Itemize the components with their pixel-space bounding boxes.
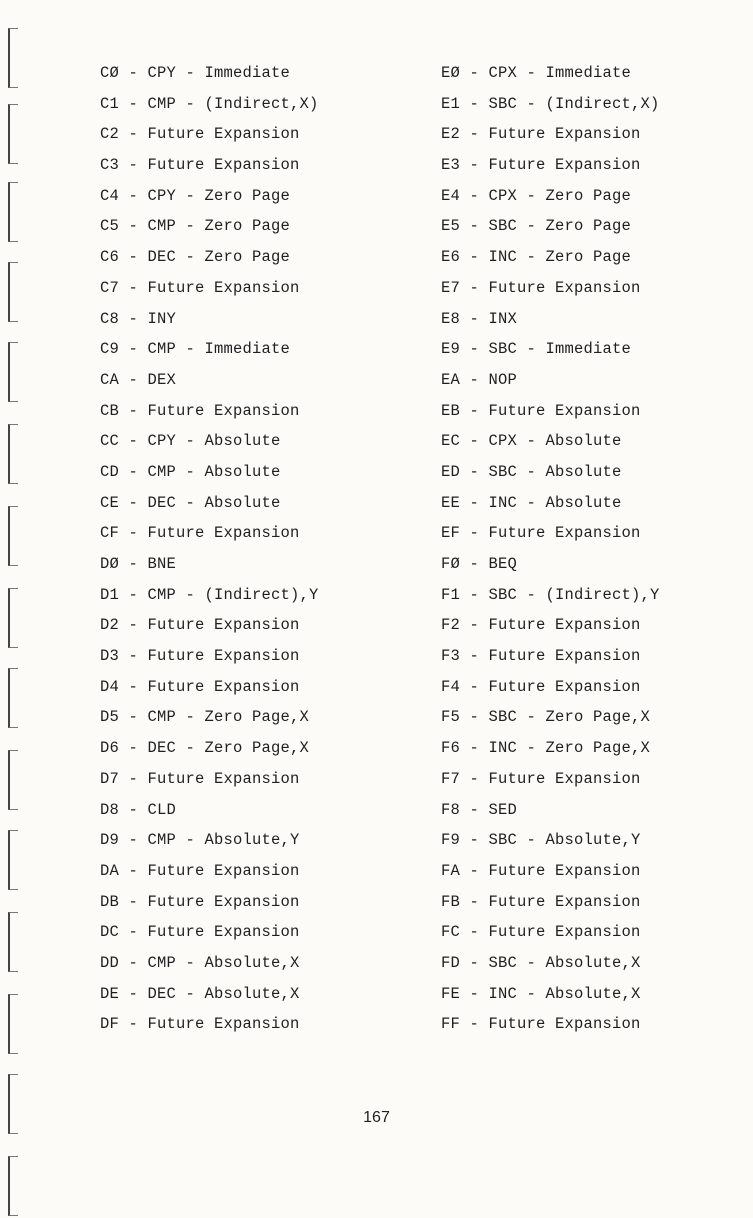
opcode-entry: FB - Future Expansion xyxy=(441,892,641,911)
binding-ring xyxy=(8,424,18,484)
opcode-entry: CF - Future Expansion xyxy=(100,524,300,543)
opcode-entry: EC - CPX - Absolute xyxy=(441,432,622,451)
opcode-entry: F8 - SED xyxy=(441,800,518,819)
opcode-entry: FE - INC - Absolute,X xyxy=(441,984,641,1003)
opcode-entry: E2 - Future Expansion xyxy=(441,125,641,144)
opcode-entry: F4 - Future Expansion xyxy=(441,677,641,696)
opcode-entry: C5 - CMP - Zero Page xyxy=(100,217,291,236)
opcode-entry: EB - Future Expansion xyxy=(441,401,641,420)
opcode-entry: E8 - INX xyxy=(441,309,518,328)
binding-ring xyxy=(8,342,18,402)
binding-ring xyxy=(8,506,18,566)
opcode-entry: DØ - BNE xyxy=(100,555,177,573)
opcode-entry: FC - Future Expansion xyxy=(441,923,641,942)
opcode-entry: D2 - Future Expansion xyxy=(100,616,300,635)
opcode-entry: D8 - CLD xyxy=(100,800,177,819)
opcode-entry: C2 - Future Expansion xyxy=(100,125,300,144)
opcode-entry: E6 - INC - Zero Page xyxy=(441,248,632,267)
opcode-entry: CB - Future Expansion xyxy=(100,401,300,420)
binding-ring xyxy=(8,1156,18,1216)
opcode-entry: FD - SBC - Absolute,X xyxy=(441,953,641,972)
binding-ring xyxy=(8,104,18,164)
binding-ring xyxy=(8,994,18,1054)
opcode-entry: DA - Future Expansion xyxy=(100,861,300,880)
opcode-entry: FØ - BEQ xyxy=(441,555,518,573)
opcode-list-right xyxy=(441,58,660,1040)
opcode-entry: D6 - DEC - Zero Page,X xyxy=(100,739,310,758)
opcode-entry: CØ - CPY - Immediate xyxy=(100,64,291,82)
opcode-entry: C7 - Future Expansion xyxy=(100,278,300,297)
opcode-entry: F9 - SBC - Absolute,Y xyxy=(441,831,641,850)
opcode-entry: D1 - CMP - (Indirect),Y xyxy=(100,585,319,604)
opcode-entry: F2 - Future Expansion xyxy=(441,616,641,635)
binding-ring xyxy=(8,262,18,322)
opcode-entry: D9 - CMP - Absolute,Y xyxy=(100,831,300,850)
opcode-entry: CC - CPY - Absolute xyxy=(100,432,281,451)
opcode-entry: C6 - DEC - Zero Page xyxy=(100,248,291,267)
opcode-entry: E9 - SBC - Immediate xyxy=(441,340,632,359)
opcode-entry: EA - NOP xyxy=(441,370,518,389)
binding-ring xyxy=(8,668,18,728)
opcode-entry: C4 - CPY - Zero Page xyxy=(100,186,291,205)
opcode-entry: E3 - Future Expansion xyxy=(441,156,641,175)
opcode-entry: EØ - CPX - Immediate xyxy=(441,64,632,82)
opcode-entry: F6 - INC - Zero Page,X xyxy=(441,739,651,758)
opcode-entry: CE - DEC - Absolute xyxy=(100,493,281,512)
opcode-entry: FA - Future Expansion xyxy=(441,861,641,880)
binding-ring xyxy=(8,750,18,810)
page-number: 167 xyxy=(363,1109,390,1126)
binding-ring xyxy=(8,912,18,972)
opcode-entry: E5 - SBC - Zero Page xyxy=(441,217,632,236)
opcode-entry: C9 - CMP - Immediate xyxy=(100,340,291,359)
binding-ring xyxy=(8,588,18,648)
binding-ring xyxy=(8,28,18,88)
opcode-entry: DC - Future Expansion xyxy=(100,923,300,942)
opcode-entry: DD - CMP - Absolute,X xyxy=(100,953,300,972)
opcode-list-left xyxy=(100,58,319,1040)
opcode-entry: E4 - CPX - Zero Page xyxy=(441,186,632,205)
opcode-entry: DE - DEC - Absolute,X xyxy=(100,984,300,1003)
opcode-entry: E7 - Future Expansion xyxy=(441,278,641,297)
opcode-entry: D5 - CMP - Zero Page,X xyxy=(100,708,310,727)
opcode-entry: D7 - Future Expansion xyxy=(100,769,300,788)
binding-ring xyxy=(8,830,18,890)
opcode-entry: F7 - Future Expansion xyxy=(441,769,641,788)
opcode-entry: CD - CMP - Absolute xyxy=(100,462,281,481)
opcode-entry: EE - INC - Absolute xyxy=(441,493,622,512)
opcode-entry: DF - Future Expansion xyxy=(100,1015,300,1034)
opcode-entry: C8 - INY xyxy=(100,309,177,328)
opcode-entry: FF - Future Expansion xyxy=(441,1015,641,1034)
opcode-entry: E1 - SBC - (Indirect,X) xyxy=(441,94,660,113)
spiral-binding xyxy=(8,0,28,1218)
opcode-entry: F5 - SBC - Zero Page,X xyxy=(441,708,651,727)
opcode-entry: F1 - SBC - (Indirect),Y xyxy=(441,585,660,604)
opcode-entry: D3 - Future Expansion xyxy=(100,647,300,666)
opcode-entry: ED - SBC - Absolute xyxy=(441,462,622,481)
binding-ring xyxy=(8,182,18,242)
opcode-entry: EF - Future Expansion xyxy=(441,524,641,543)
opcode-entry: C3 - Future Expansion xyxy=(100,156,300,175)
opcode-entry: D4 - Future Expansion xyxy=(100,677,300,696)
opcode-entry: C1 - CMP - (Indirect,X) xyxy=(100,94,319,113)
opcode-entry: DB - Future Expansion xyxy=(100,892,300,911)
opcode-entry: CA - DEX xyxy=(100,370,177,389)
opcode-entry: F3 - Future Expansion xyxy=(441,647,641,666)
